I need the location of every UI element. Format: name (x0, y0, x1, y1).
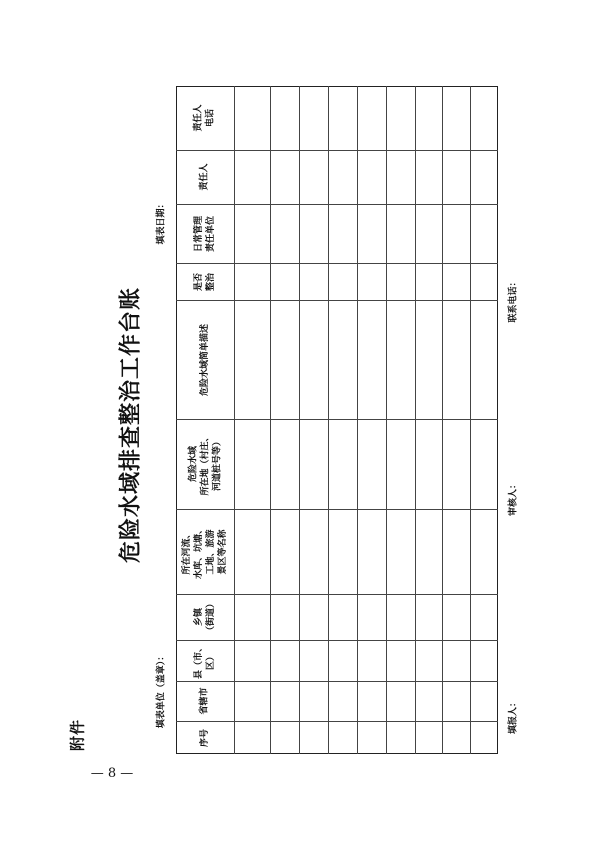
header-label: 县（市、 区） (193, 642, 216, 679)
table-row-line (386, 86, 387, 754)
header-cell-description (176, 300, 234, 419)
table-row-line (442, 86, 443, 754)
table-row-line (357, 86, 358, 754)
table-row-line (328, 86, 329, 754)
attachment-label: 附件 (68, 718, 87, 752)
header-label: 责任人 (199, 163, 210, 191)
page-number: — 8 — (90, 766, 134, 781)
header-cell-management-unit (176, 204, 234, 263)
header-divider (234, 86, 235, 754)
header-cell-city (176, 681, 234, 721)
header-label: 省辖市 (199, 687, 210, 715)
header-cell-responsible-phone (176, 86, 234, 150)
header-label: 危险水域简单描述 (200, 323, 211, 396)
header-label: 序号 (199, 728, 210, 747)
header-cell-location (176, 419, 234, 509)
table-row-line (470, 86, 471, 754)
header-cell-county (176, 640, 234, 681)
reporter-label: 填报人： (508, 697, 519, 735)
header-cell-township (176, 594, 234, 640)
document-title: 危险水域排查整治工作台账 (117, 286, 144, 564)
phone-label: 联系电话： (508, 277, 519, 323)
header-label: 所在河流、 水库、坑塘、 工地、旅游 景区等名称 (181, 524, 228, 579)
header-cell-responsible-person (176, 150, 234, 204)
header-cell-serial (176, 721, 234, 754)
header-label: 是否 整治 (193, 272, 216, 291)
fill-date-label: 填表日期： (156, 199, 167, 245)
header-label: 责任人 电话 (193, 104, 216, 132)
table-row-line (299, 86, 300, 754)
header-cell-rectified (176, 263, 234, 300)
fill-unit-label: 填表单位（盖章）： (156, 651, 167, 729)
table-row-line (270, 86, 271, 754)
header-label: 日常管理 责任单位 (193, 215, 216, 252)
reviewer-label: 审核人： (508, 479, 519, 517)
header-label: 乡镇 （街道） (193, 598, 216, 636)
header-cell-water-name (176, 509, 234, 594)
table-row-line (415, 86, 416, 754)
header-label: 危险水域 所在地（村庄、 河道桩号等） (188, 432, 223, 496)
